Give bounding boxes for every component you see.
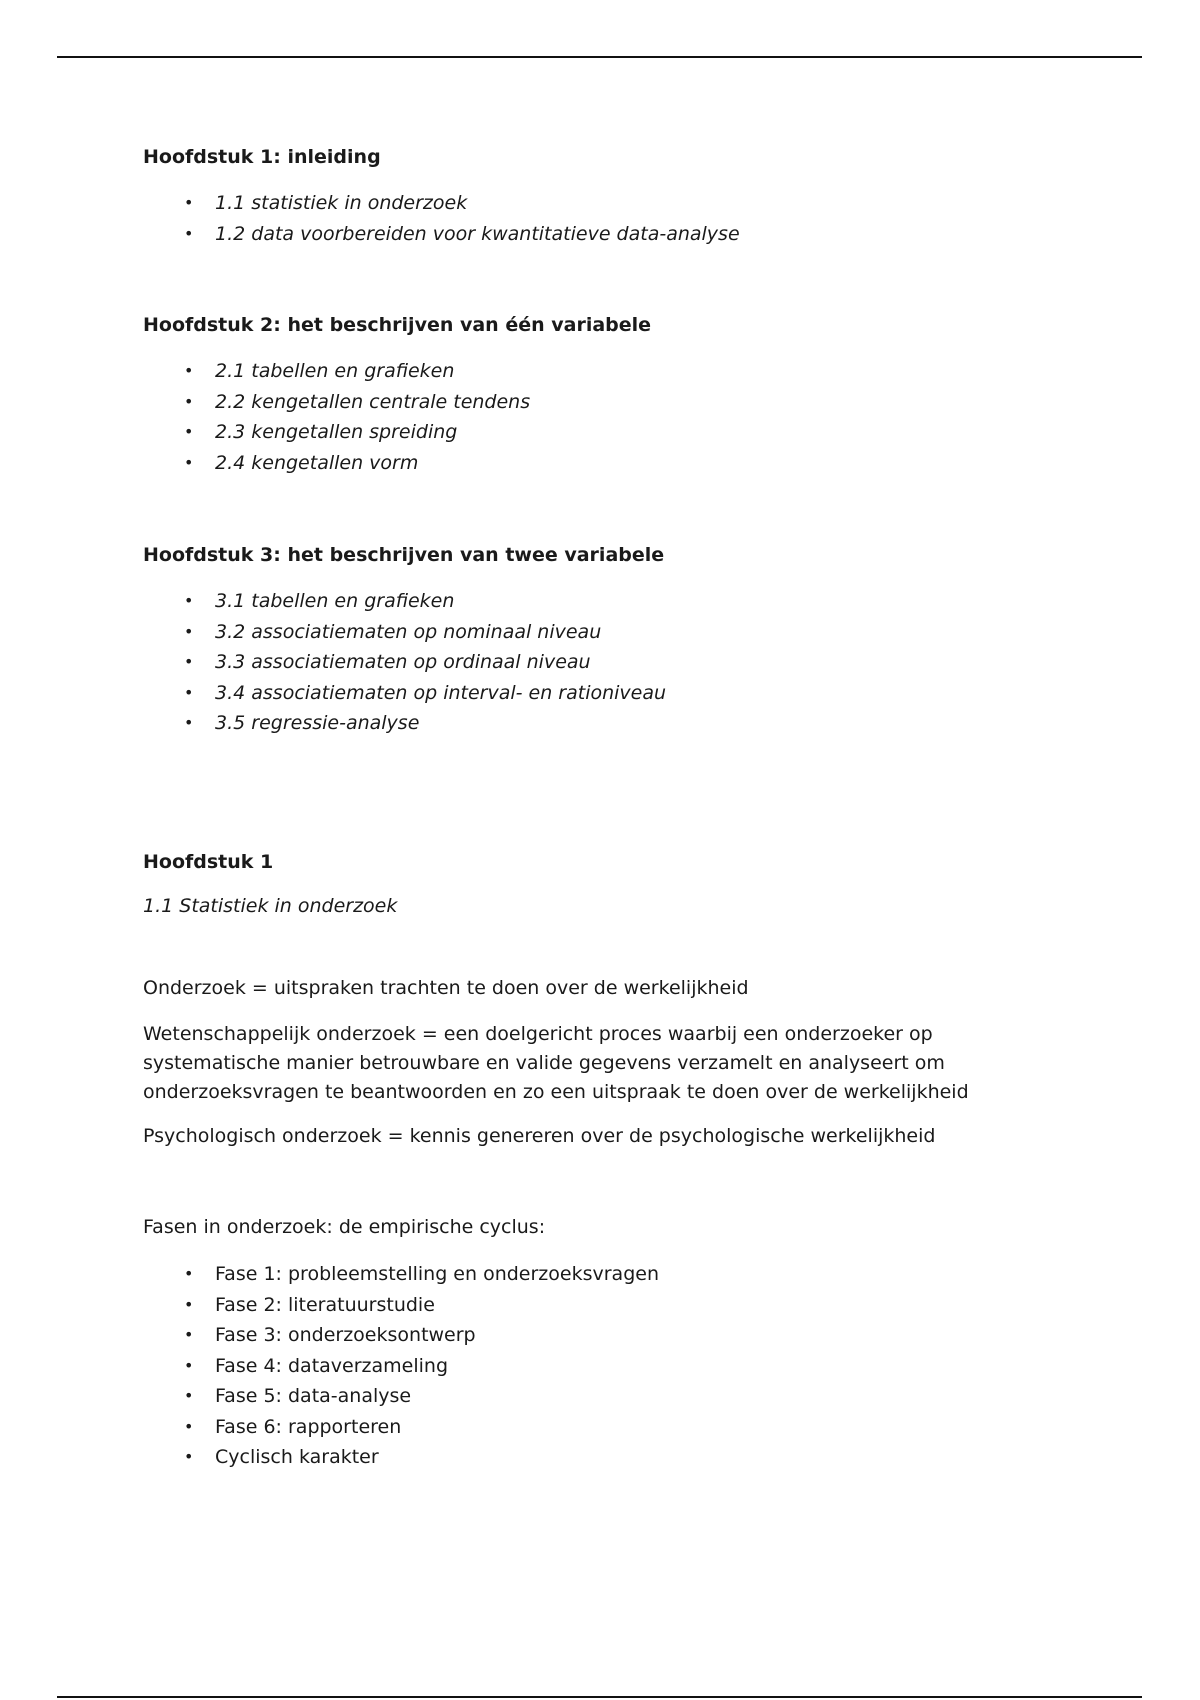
phases-list	[143, 1259, 1043, 1473]
list-item: • 2.2 kengetallen centrale tendens	[143, 387, 1043, 418]
list-item: • Fase 4: dataverzameling	[143, 1351, 1043, 1382]
list-item: • Fase 6: rapporteren	[143, 1412, 1043, 1443]
bullet-icon: •	[184, 361, 194, 380]
list-item: • Cyclisch karakter	[143, 1442, 1043, 1473]
list-item: • 3.2 associatiematen op nominaal niveau	[143, 617, 1043, 648]
bullet-icon: •	[184, 452, 194, 472]
bullet-icon: •	[184, 1416, 194, 1436]
toc-heading: Hoofdstuk 3: het beschrijven van twee variabele	[143, 544, 665, 566]
list-item: • 3.4 associatiematen op interval- en rationiveau	[143, 678, 1043, 709]
bullet-icon: •	[184, 193, 194, 212]
bullet-icon: •	[184, 713, 194, 732]
toc-chapter-1	[143, 144, 1043, 249]
bullet-icon: •	[184, 223, 194, 243]
bottom-rule	[57, 1696, 1142, 1698]
toc-list	[143, 356, 1043, 478]
toc-list	[143, 188, 1043, 249]
list-item: • Fase 5: data-analyse	[143, 1381, 1043, 1412]
toc-list	[143, 586, 1043, 739]
list-item: • 3.5 regressie-analyse	[143, 708, 1043, 739]
list-item: • 2.4 kengetallen vorm	[143, 448, 1043, 479]
top-rule	[57, 56, 1142, 58]
bullet-icon: •	[184, 591, 194, 610]
list-item: • 2.1 tabellen en grafieken	[143, 356, 1043, 387]
bullet-icon: •	[184, 1355, 194, 1375]
bullet-icon: •	[184, 682, 194, 702]
toc-chapter-2	[143, 312, 1043, 478]
chapter-heading: Hoofdstuk 1	[143, 851, 274, 873]
bullet-icon: •	[184, 1264, 194, 1283]
list-item: • Fase 1: probleemstelling en onderzoeksvragen	[143, 1259, 1043, 1290]
bullet-icon: •	[184, 391, 194, 411]
toc-heading: Hoofdstuk 2: het beschrijven van één variabele	[143, 314, 652, 336]
definition-psychologisch: Psychologisch onderzoek = kennis genereren over de psychologische werkelijkheid	[143, 1125, 936, 1147]
list-item: • Fase 2: literatuurstudie	[143, 1290, 1043, 1321]
toc-chapter-3	[143, 542, 1043, 739]
list-item: • 3.1 tabellen en grafieken	[143, 586, 1043, 617]
toc-heading: Hoofdstuk 1: inleiding	[143, 146, 381, 168]
phases-intro: Fasen in onderzoek: de empirische cyclus:	[143, 1216, 546, 1238]
bullet-icon: •	[184, 1447, 194, 1466]
definition-onderzoek: Onderzoek = uitspraken trachten te doen over de werkelijkheid	[143, 977, 749, 999]
list-item: • 2.3 kengetallen spreiding	[143, 417, 1043, 448]
bullet-icon: •	[184, 1386, 194, 1405]
bullet-icon: •	[184, 621, 194, 641]
bullet-icon: •	[184, 652, 194, 671]
bullet-icon: •	[184, 1294, 194, 1314]
list-item: • 1.2 data voorbereiden voor kwantitatieve data-analyse	[143, 219, 1043, 250]
definition-wetenschappelijk: Wetenschappelijk onderzoek = een doelgericht proces waarbij een onderzoeker op systematische manier betrouwbare en valide gegevens verzamelt en analyseert om onderzoeksvragen te beantwoorden en zo een uitspraak te doen over de werkelijkheid	[143, 1023, 969, 1103]
list-item: • 3.3 associatiematen op ordinaal niveau	[143, 647, 1043, 678]
list-item: • Fase 3: onderzoeksontwerp	[143, 1320, 1043, 1351]
chapter-1	[143, 849, 1043, 1473]
list-item: • 1.1 statistiek in onderzoek	[143, 188, 1043, 219]
bullet-icon: •	[184, 1325, 194, 1344]
bullet-icon: •	[184, 422, 194, 441]
section-heading: 1.1 Statistiek in onderzoek	[143, 895, 398, 917]
